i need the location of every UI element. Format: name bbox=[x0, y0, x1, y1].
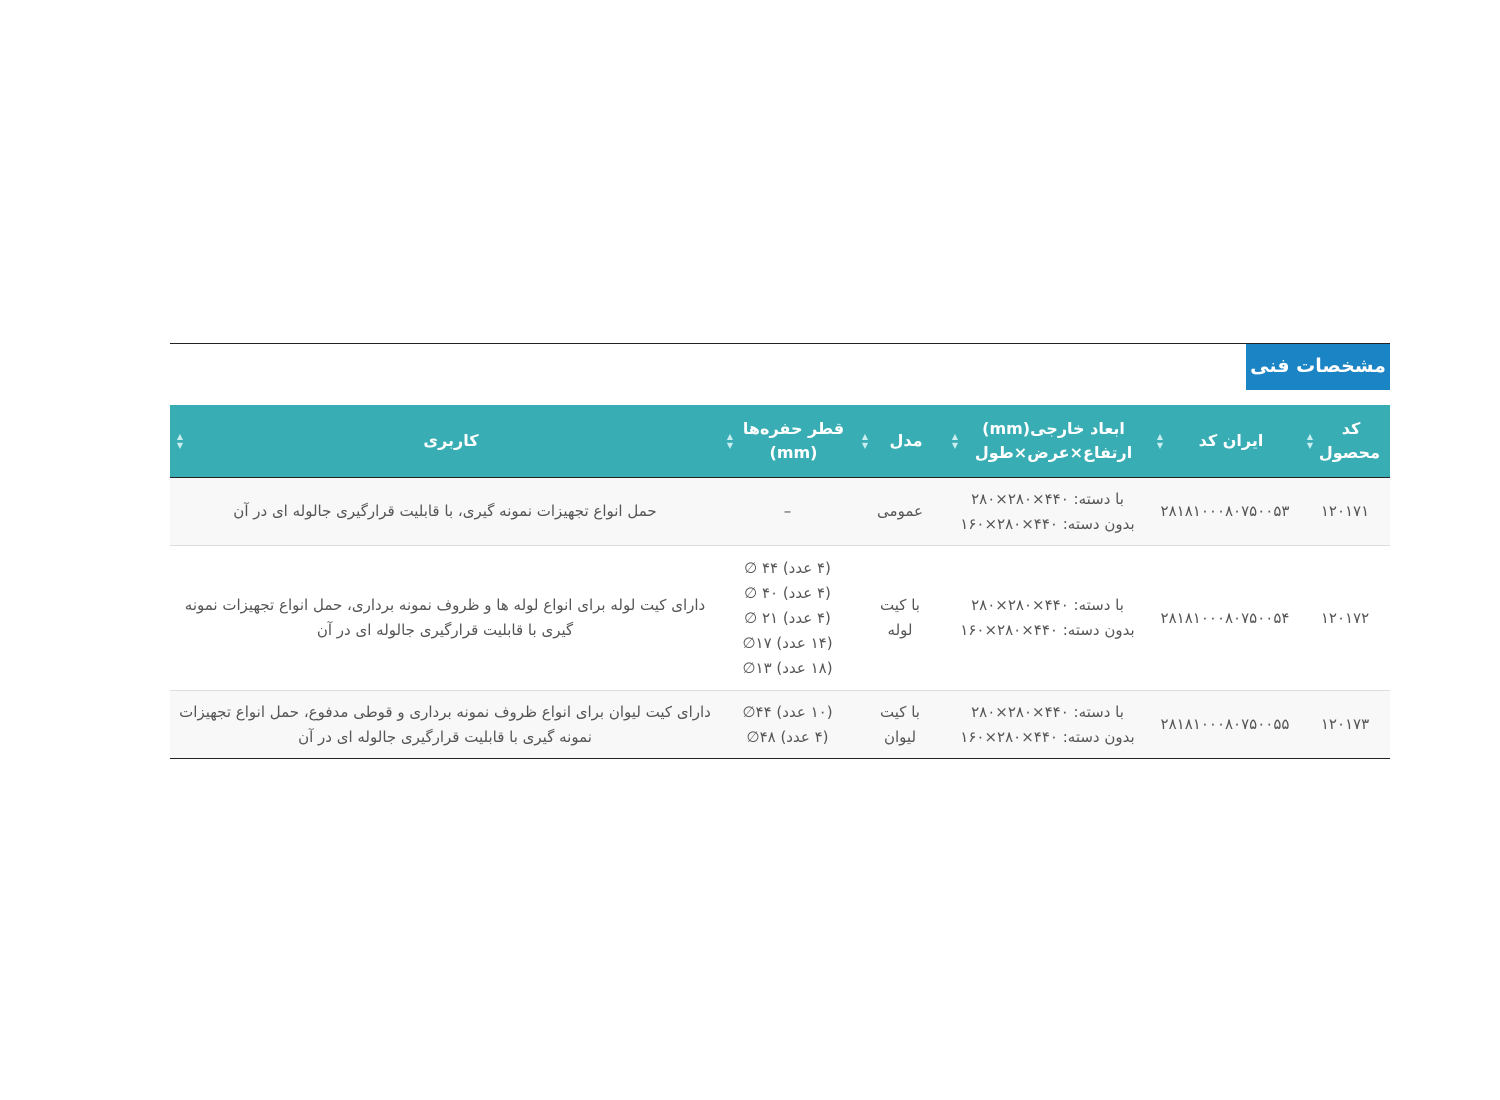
cell-model bbox=[855, 546, 945, 691]
cell-product-code: ۱۲۰۱۷۲ bbox=[1300, 546, 1390, 691]
dimension-with-handle: با دسته: ۴۴۰×۲۸۰×۲۸۰ bbox=[971, 596, 1124, 614]
cell-usage: حمل انواع تجهیزات نمونه گیری، با قابلیت قرارگیری جالوله ای در آن bbox=[170, 478, 720, 546]
model-text: عمومی bbox=[877, 502, 923, 520]
table-row bbox=[170, 546, 1390, 691]
table-row bbox=[170, 691, 1390, 759]
section-title: مشخصات فنی bbox=[1246, 344, 1390, 390]
hole-spec: – bbox=[783, 502, 792, 520]
header-label: ایران کد bbox=[1198, 431, 1264, 450]
header-label: قطر حفره‌ها bbox=[742, 419, 845, 438]
table-header-row bbox=[170, 405, 1390, 478]
hole-spec: (۴ عدد) ۲۱ ∅ bbox=[744, 608, 831, 627]
cell-usage: دارای کیت لیوان برای انواع ظروف نمونه برداری و قوطی مدفوع، حمل انواع تجهیزات نمونه گیری با قابلیت قرارگیری جالوله ای در آن bbox=[170, 691, 720, 759]
model-text: با کیت bbox=[880, 596, 920, 614]
column-header-iran-code[interactable] bbox=[1150, 405, 1300, 478]
hole-spec: (۱۸ عدد) ۱۳∅ bbox=[742, 658, 833, 677]
header-label: کد bbox=[1341, 419, 1361, 438]
column-header-product-code[interactable] bbox=[1300, 405, 1390, 478]
cell-iran-code: ۲۸۱۸۱۰۰۰۸۰۷۵۰۰۵۳ bbox=[1150, 478, 1300, 546]
header-label: کاربری bbox=[423, 431, 479, 450]
model-text: لوله bbox=[887, 621, 913, 639]
cell-dimensions bbox=[945, 691, 1150, 759]
column-header-dimensions[interactable] bbox=[945, 405, 1150, 478]
cell-iran-code: ۲۸۱۸۱۰۰۰۸۰۷۵۰۰۵۵ bbox=[1150, 691, 1300, 759]
column-header-usage[interactable] bbox=[170, 405, 720, 478]
cell-model bbox=[855, 478, 945, 546]
dimension-without-handle: بدون دسته: ۴۴۰×۲۸۰×۱۶۰ bbox=[960, 514, 1135, 533]
hole-spec: (۱۴ عدد) ۱۷∅ bbox=[742, 633, 833, 652]
cell-product-code: ۱۲۰۱۷۳ bbox=[1300, 691, 1390, 759]
sort-icon[interactable]: ▲ ▼ bbox=[176, 432, 184, 450]
column-header-hole-diameter[interactable] bbox=[720, 405, 855, 478]
header-label: (mm) bbox=[769, 443, 818, 462]
dimension-with-handle: با دسته: ۴۴۰×۲۸۰×۲۸۰ bbox=[971, 489, 1124, 508]
dimension-without-handle: بدون دسته: ۴۴۰×۲۸۰×۱۶۰ bbox=[960, 621, 1135, 639]
hole-spec: (۴ عدد) ۴۰ ∅ bbox=[744, 583, 831, 602]
specs-table bbox=[170, 405, 1390, 759]
column-header-model[interactable] bbox=[855, 405, 945, 478]
sort-icon[interactable]: ▲ ▼ bbox=[861, 432, 869, 450]
model-text: لیوان bbox=[883, 727, 917, 746]
cell-model bbox=[855, 691, 945, 759]
sort-icon[interactable]: ▲ ▼ bbox=[1306, 432, 1314, 450]
hole-spec: (۱۰ عدد) ۴۴∅ bbox=[742, 702, 833, 721]
section-header bbox=[170, 343, 1390, 390]
cell-usage: دارای کیت لوله برای انواع لوله ها و ظروف نمونه برداری، حمل انواع تجهیزات نمونه گیری با قابلیت قرارگیری جالوله ای در آن bbox=[170, 546, 720, 691]
dimension-with-handle: با دسته: ۴۴۰×۲۸۰×۲۸۰ bbox=[971, 702, 1124, 721]
sort-icon[interactable]: ▲ ▼ bbox=[951, 432, 959, 450]
cell-product-code: ۱۲۰۱۷۱ bbox=[1300, 478, 1390, 546]
cell-hole-diameter bbox=[720, 478, 855, 546]
cell-hole-diameter bbox=[720, 691, 855, 759]
cell-iran-code: ۲۸۱۸۱۰۰۰۸۰۷۵۰۰۵۴ bbox=[1150, 546, 1300, 691]
model-text: با کیت bbox=[880, 702, 920, 721]
sort-icon[interactable]: ▲ ▼ bbox=[726, 432, 734, 450]
table-row bbox=[170, 478, 1390, 546]
header-label: ابعاد خارجی(mm) bbox=[982, 419, 1125, 438]
cell-dimensions bbox=[945, 546, 1150, 691]
dimension-without-handle: بدون دسته: ۴۴۰×۲۸۰×۱۶۰ bbox=[960, 727, 1135, 746]
header-label: محصول bbox=[1318, 443, 1380, 462]
header-label: ارتفاع×عرض×طول bbox=[974, 443, 1133, 462]
hole-spec: (۴ عدد) ۴۴ ∅ bbox=[744, 558, 831, 577]
cell-hole-diameter bbox=[720, 546, 855, 691]
technical-specs-section bbox=[170, 343, 1390, 746]
sort-icon[interactable]: ▲ ▼ bbox=[1156, 432, 1164, 450]
cell-dimensions bbox=[945, 478, 1150, 546]
header-label: مدل bbox=[889, 431, 923, 450]
hole-spec: (۴ عدد) ۴۸∅ bbox=[746, 727, 829, 746]
